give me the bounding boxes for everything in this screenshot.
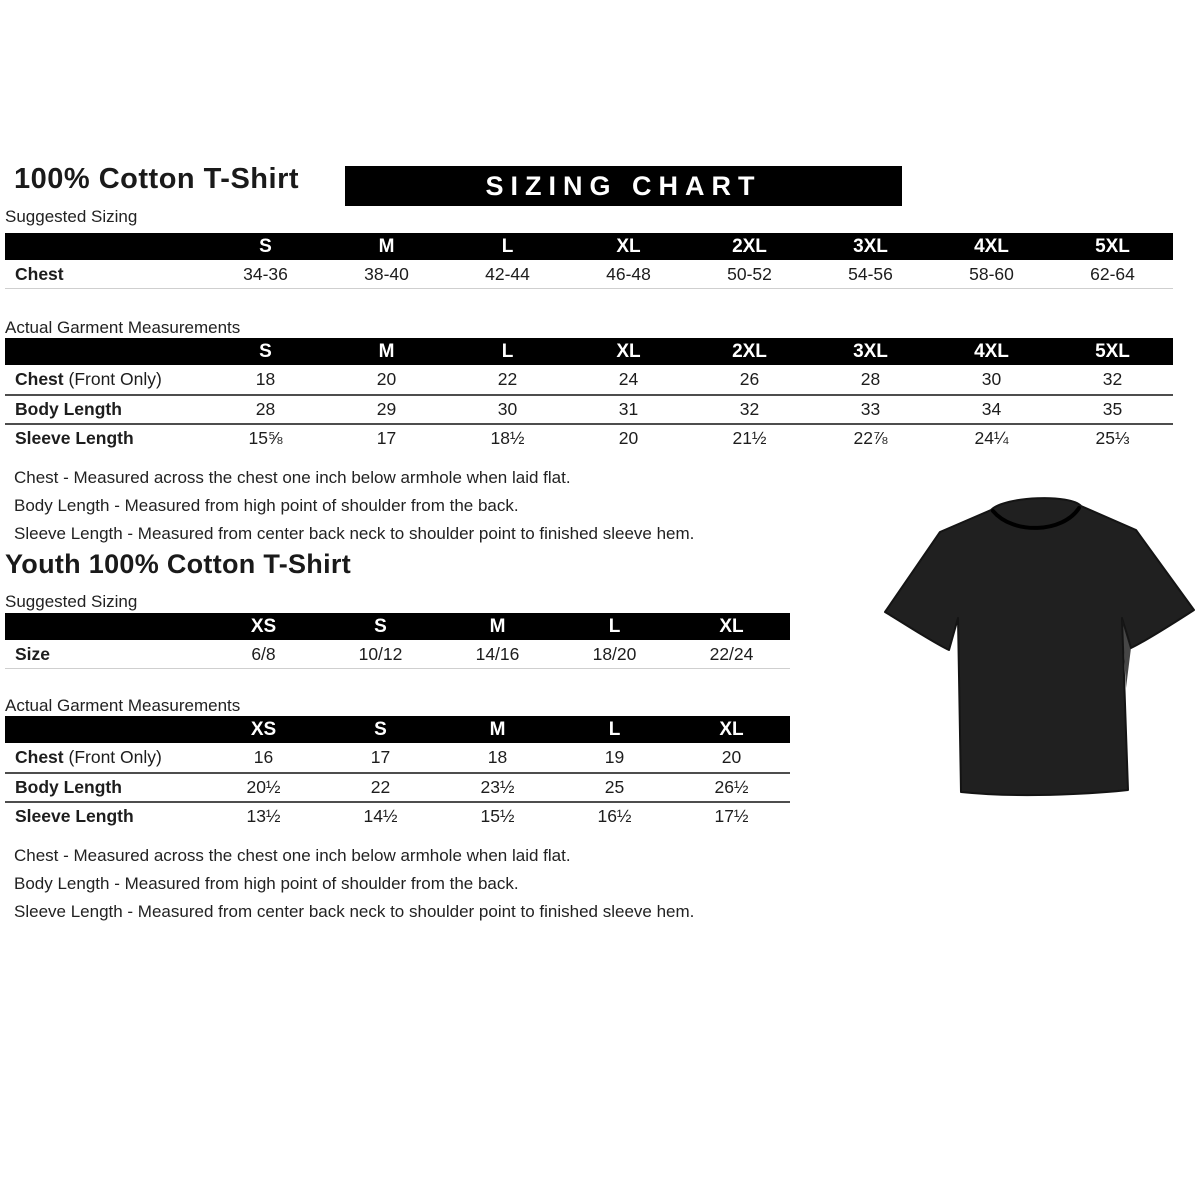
note-sleeve-length: Sleeve Length - Measured from center back neck to shoulder point to finished sleeve hem. (14, 902, 695, 921)
cell-value: 18½ (490, 428, 525, 448)
cell-value: 22/24 (709, 643, 754, 664)
cell-value: 38-40 (364, 263, 409, 284)
cell-value: 24 (618, 369, 639, 389)
cell-value: 35 (1102, 399, 1123, 419)
row-label: Body Length (15, 777, 122, 797)
cell-value: 58-60 (969, 263, 1014, 284)
cell-value: 24¼ (974, 428, 1009, 448)
youth-actual-measurements-label: Actual Garment Measurements (5, 696, 241, 715)
page-title: 100% Cotton T-Shirt (14, 163, 300, 195)
column-header: 5XL (1095, 235, 1130, 257)
row-label: Chest (Front Only) (15, 369, 162, 389)
cell-value: 54-56 (848, 263, 893, 284)
note-chest: Chest - Measured across the chest one inch below armhole when laid flat. (14, 468, 571, 487)
column-header: S (374, 615, 387, 637)
column-header: XS (250, 615, 277, 637)
table-header-row (5, 613, 790, 640)
cell-value: 18 (487, 747, 508, 767)
column-header: L (608, 718, 621, 740)
cell-value: 21½ (732, 428, 767, 448)
cell-value: 14½ (363, 806, 398, 826)
column-header: 2XL (732, 235, 767, 257)
table-row (5, 423, 1173, 452)
note-sleeve-length: Sleeve Length - Measured from center back neck to shoulder point to finished sleeve hem. (14, 524, 695, 543)
cell-value: 15⅝ (248, 428, 283, 448)
cell-value: 26 (739, 369, 760, 389)
column-header: 4XL (974, 340, 1009, 362)
adult-measurement-notes (14, 464, 814, 548)
youth-suggested-sizing-label: Suggested Sizing (5, 592, 138, 611)
cell-value: 42-44 (485, 263, 530, 284)
cell-value: 30 (981, 369, 1002, 389)
cell-value: 17½ (714, 806, 749, 826)
cell-value: 62-64 (1090, 263, 1135, 284)
column-header: S (259, 340, 272, 362)
youth-title: Youth 100% Cotton T-Shirt (5, 549, 351, 579)
cell-value: 29 (376, 399, 397, 419)
sizing-chart-banner (345, 166, 902, 206)
column-header: 5XL (1095, 340, 1130, 362)
cell-value: 30 (497, 399, 518, 419)
row-label: Body Length (15, 399, 122, 419)
table-row (5, 801, 790, 830)
cell-value: 28 (255, 399, 276, 419)
column-header: 3XL (853, 235, 888, 257)
table-row (5, 772, 790, 801)
cell-value: 34 (981, 399, 1002, 419)
cell-value: 20 (721, 747, 742, 767)
cell-value: 17 (376, 428, 397, 448)
column-header: XL (719, 615, 744, 637)
column-header: M (489, 718, 506, 740)
cell-value: 28 (860, 369, 881, 389)
table-row (5, 260, 1173, 289)
cell-value: 25⅓ (1095, 428, 1130, 448)
column-header: 2XL (732, 340, 767, 362)
table-row (5, 365, 1173, 394)
table-row (5, 640, 790, 669)
column-header: M (378, 340, 395, 362)
adult-actual-measurements-label: Actual Garment Measurements (5, 318, 241, 337)
cell-value: 13½ (246, 806, 281, 826)
cell-value: 31 (618, 399, 639, 419)
cell-value: 22 (497, 369, 518, 389)
note-body-length: Body Length - Measured from high point of shoulder from the back. (14, 496, 519, 515)
row-label: Size (15, 643, 51, 664)
column-header: S (259, 235, 272, 257)
cell-value: 50-52 (727, 263, 772, 284)
column-header: XL (719, 718, 744, 740)
table-header-row (5, 233, 1173, 260)
table-row (5, 394, 1173, 423)
cell-value: 16 (253, 747, 274, 767)
cell-value: 17 (370, 747, 391, 767)
note-chest: Chest - Measured across the chest one inch below armhole when laid flat. (14, 846, 571, 865)
cell-value: 16½ (597, 806, 632, 826)
cell-value: 19 (604, 747, 625, 767)
adult-suggested-sizing-label: Suggested Sizing (5, 207, 138, 226)
cell-value: 20 (376, 369, 397, 389)
adult-actual-measurements-table (5, 338, 1173, 452)
table-row (5, 743, 790, 772)
cell-value: 18/20 (592, 643, 637, 664)
column-header: S (374, 718, 387, 740)
cell-value: 34-36 (243, 263, 288, 284)
column-header: 3XL (853, 340, 888, 362)
cell-value: 25 (604, 777, 625, 797)
cell-value: 32 (1102, 369, 1123, 389)
cell-value: 26½ (714, 777, 749, 797)
table-header-row (5, 338, 1173, 365)
cell-value: 23½ (480, 777, 515, 797)
cell-value: 14/16 (475, 643, 520, 664)
cell-value: 10/12 (358, 643, 403, 664)
cell-value: 32 (739, 399, 760, 419)
column-header: XL (616, 235, 641, 257)
row-label: Chest (Front Only) (15, 747, 162, 767)
column-header: L (501, 235, 514, 257)
sizing-chart-banner-text: SIZING CHART (485, 170, 762, 201)
row-label: Sleeve Length (15, 428, 134, 448)
column-header: XS (250, 718, 277, 740)
youth-actual-measurements-table (5, 716, 790, 830)
cell-value: 6/8 (251, 643, 276, 664)
tshirt-body-shape (885, 498, 1194, 795)
note-body-length: Body Length - Measured from high point of shoulder from the back. (14, 874, 519, 893)
column-header: L (608, 615, 621, 637)
cell-value: 33 (860, 399, 881, 419)
cell-value: 20 (618, 428, 639, 448)
row-label: Chest (15, 263, 64, 284)
cell-value: 22⅞ (853, 428, 888, 448)
cell-value: 46-48 (606, 263, 651, 284)
column-header: XL (616, 340, 641, 362)
youth-suggested-sizing-table (5, 613, 790, 669)
table-header-row (5, 716, 790, 743)
cell-value: 20½ (246, 777, 281, 797)
column-header: 4XL (974, 235, 1009, 257)
cell-value: 15½ (480, 806, 515, 826)
cell-value: 18 (255, 369, 276, 389)
column-header: M (489, 615, 506, 637)
column-header: M (378, 235, 395, 257)
column-header: L (501, 340, 514, 362)
row-label: Sleeve Length (15, 806, 134, 826)
black-tshirt-image (878, 488, 1200, 806)
youth-measurement-notes (14, 842, 814, 926)
adult-suggested-sizing-table (5, 233, 1173, 289)
cell-value: 22 (370, 777, 391, 797)
